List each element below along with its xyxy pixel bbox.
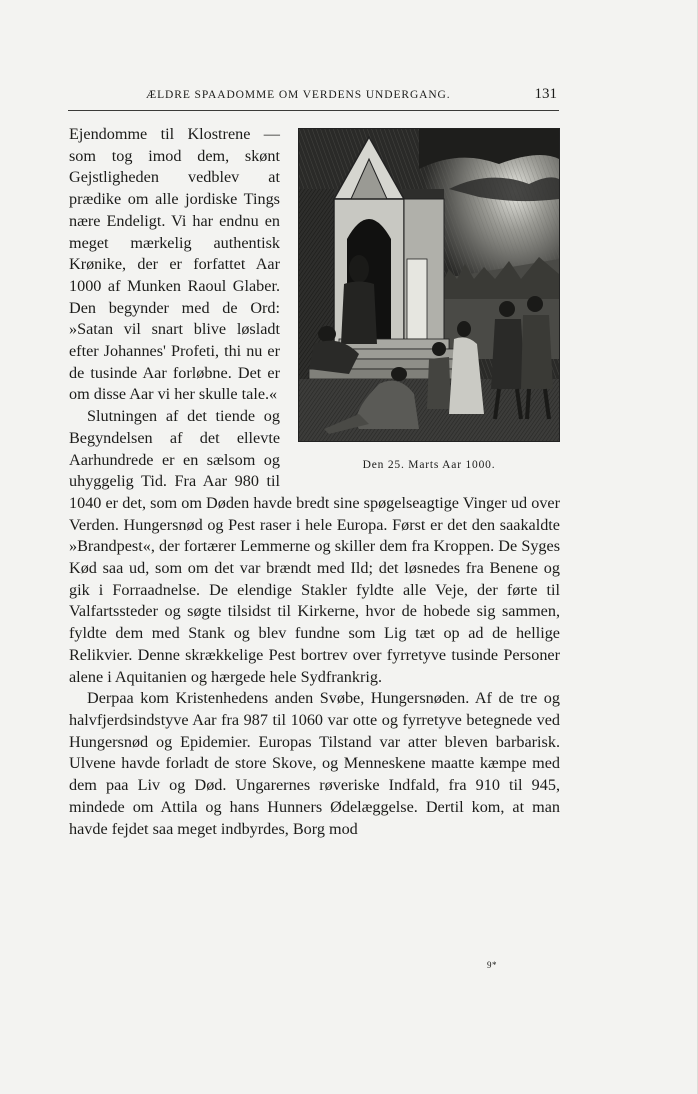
engraving-illustration bbox=[298, 128, 560, 442]
paragraph: Ejendomme til Klostrene — som tog imod dem, skønt Gejstligheden vedblev at prædike om alle jordiske Tings nære Endeligt. Vi har endnu en meget mærkelig authentisk Krønike, der er forfattet Aar 1000 af Munken Raoul Glaber. Den begynder med de Ord: »Satan vil snart blive løsladt efter Johannes' Profeti, thi nu er de tusinde Aar forløbne. Det er om disse Aar vi her skulle tale.« bbox=[69, 125, 280, 404]
figure bbox=[298, 128, 560, 472]
figure-caption: Den 25. Marts Aar 1000. bbox=[362, 459, 496, 471]
running-head: ÆLDRE SPAADOMME OM VERDENS UNDERGANG. bbox=[146, 89, 451, 101]
paragraph: Slutningen af det tiende og Begyndelsen af det ellevte Aarhundrede er en sælsom og uhyggelig Tid. Fra Aar 980 til 1040 er det, som om Døden havde bredt sine spøgelseagtige Vinger ud over Verden. Hungersnød og Pest raser i hele Europa. Først er det den saakaldte »Brandpest«, der fortærer Lemmerne og skiller dem fra Kroppen. De Syges Kød saa ud, som om det var brændt med Ild; det løsnedes fra Benene og gik i Forraadnelse. De elendige Stakler fyldte alle Veje, der førte til Valfartssteder og søgte tilsidst til Kirkerne, hvor de hobede sig sammen, fyldte dem med Stank og blev fundne som Lig tæt op ad de hellige Relikvier. Denne skrækkelige Pest bortrev over fyrretyve tusinde Personer alene i Aquitanien og hærgede hele Sydfrankrig. bbox=[69, 407, 560, 686]
page-number: 131 bbox=[534, 86, 557, 102]
body-text bbox=[69, 124, 560, 840]
signature-mark: 9* bbox=[487, 960, 497, 970]
page-header bbox=[68, 86, 559, 111]
paragraph: Derpaa kom Kristenhedens anden Svøbe, Hungersnøden. Af de tre og halvfjerdsindstyve Aar fra 987 til 1060 var otte og fyrretyve betegnede ved Hungersnød og Epidemier. Europas Tilstand var atter bleven barbarisk. Ulvene havde forladt de store Skove, og Menneskene maatte kæmpe med dem paa Liv og Død. Ungarernes røveriske Indfald, fra 910 til 945, mindede om Attila og hans Hunners Ødelæggelse. Dertil kom, at man havde fejdet saa meget indbyrdes, Borg mod bbox=[69, 689, 560, 838]
